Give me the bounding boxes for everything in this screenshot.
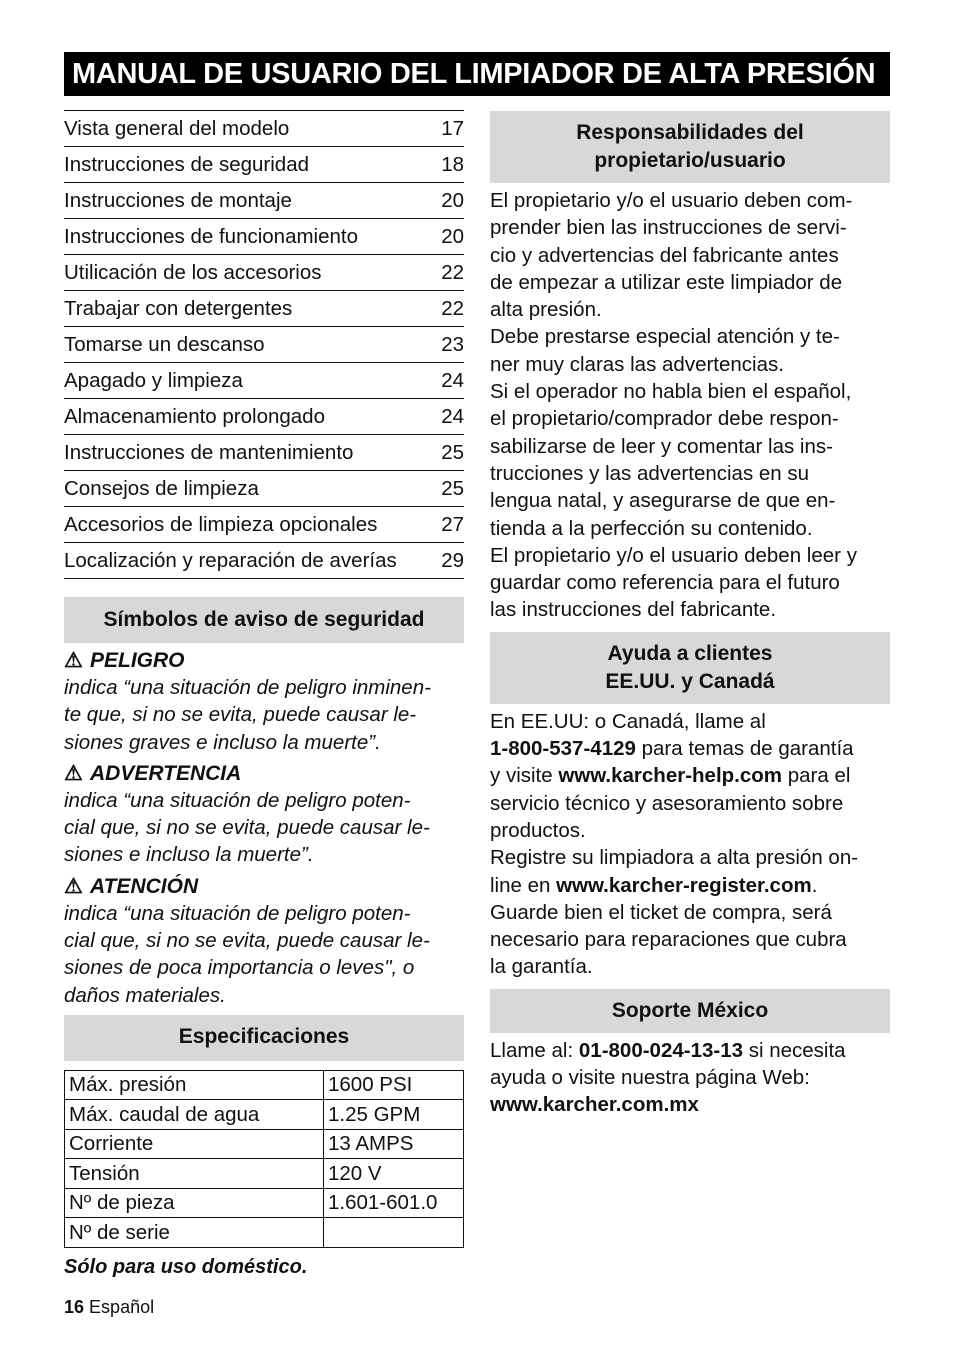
text-line: daños materiales. xyxy=(64,983,226,1007)
text-span: line en xyxy=(490,873,557,897)
text-line: alta presión. xyxy=(490,298,602,322)
text-line: Debe prestarse especial atención y te- xyxy=(490,325,840,349)
warning-triangle-icon: ⚠ xyxy=(64,761,83,785)
spec-value: 1.601-601.0 xyxy=(324,1188,464,1218)
toc-row[interactable] xyxy=(64,255,464,291)
peligro-text xyxy=(64,674,464,756)
text-line: productos. xyxy=(490,818,586,842)
text-line: el propietario/comprador debe respon- xyxy=(490,407,839,431)
spec-label: Nº de pieza xyxy=(65,1188,324,1218)
toc-row[interactable] xyxy=(64,327,464,363)
table-row xyxy=(65,1070,464,1100)
text-line xyxy=(490,872,890,899)
atencion-label: ATENCIÓN xyxy=(90,874,199,898)
text-line: necesario para reparaciones que cubra xyxy=(490,928,847,952)
text-line xyxy=(490,1091,890,1118)
text-span: para temas de garantía xyxy=(635,737,854,761)
table-row xyxy=(65,1100,464,1130)
spec-label: Nº de serie xyxy=(65,1218,324,1248)
text-line: de empezar a utilizar este limpiador de xyxy=(490,270,843,294)
customer-support-text xyxy=(490,708,890,981)
spec-value: 13 AMPS xyxy=(324,1129,464,1159)
heading-line: propietario/usuario xyxy=(594,149,786,172)
text-span: . xyxy=(811,873,818,897)
spec-label: Corriente xyxy=(65,1129,324,1159)
toc-label: Instrucciones de mantenimiento xyxy=(64,440,354,464)
toc-label: Trabajar con detergentes xyxy=(64,296,293,320)
text-line: Si el operador no habla bien el español, xyxy=(490,380,852,404)
toc-label: Instrucciones de montaje xyxy=(64,188,292,212)
text-line: siones graves e incluso la muerte”. xyxy=(64,730,381,754)
text-line: cial que, si no se evita, puede causar le- xyxy=(64,816,430,840)
warning-triangle-icon: ⚠ xyxy=(64,649,83,672)
toc-page: 20 xyxy=(441,224,464,248)
domestic-use-note: Sólo para uso doméstico. xyxy=(64,1255,308,1278)
text-line: ner muy claras las advertencias. xyxy=(490,352,784,376)
toc-page: 18 xyxy=(441,152,464,176)
peligro-label: PELIGRO xyxy=(90,649,185,672)
toc-page: 27 xyxy=(441,512,464,536)
text-line: prender bien las instrucciones de servi- xyxy=(490,216,847,240)
toc-row[interactable] xyxy=(64,435,464,471)
toc-label: Accesorios de limpieza opcionales xyxy=(64,512,378,536)
text-line: tienda a la perfección su contenido. xyxy=(490,516,813,540)
toc-label: Vista general del modelo xyxy=(64,116,290,140)
toc-label: Almacenamiento prolongado xyxy=(64,404,325,428)
atencion-text xyxy=(64,900,464,1009)
mexico-support-text xyxy=(490,1037,890,1119)
responsibilities-text xyxy=(490,187,890,624)
text-line: cio y advertencias del fabricante antes xyxy=(490,243,839,267)
mexico-phone-link[interactable]: 01-800-024-13-13 xyxy=(578,1038,744,1062)
toc-label: Utilicación de los accesorios xyxy=(64,260,322,284)
toc-page: 17 xyxy=(441,116,464,140)
toc-page: 22 xyxy=(441,260,464,284)
toc-row[interactable] xyxy=(64,543,464,579)
text-line: indica “una situación de peligro poten- xyxy=(64,788,411,812)
footer-language: Español xyxy=(89,1297,155,1317)
advertencia-title xyxy=(64,760,464,787)
responsibilities-heading xyxy=(490,111,890,183)
text-span: si necesita xyxy=(743,1038,846,1062)
toc-label: Localización y reparación de averías xyxy=(64,548,397,572)
text-line xyxy=(490,735,890,762)
specifications-heading: Especificaciones xyxy=(64,1015,464,1061)
toc-label: Instrucciones de seguridad xyxy=(64,152,310,176)
support-phone-link[interactable]: 1-800-537-4129 xyxy=(490,737,636,761)
table-of-contents xyxy=(64,110,464,579)
atencion-title xyxy=(64,873,464,900)
toc-page: 25 xyxy=(441,476,464,500)
text-line: El propietario y/o el usuario deben leer y xyxy=(490,543,857,567)
text-line: El propietario y/o el usuario deben com- xyxy=(490,189,853,212)
text-line: indica “una situación de peligro inminen- xyxy=(64,676,431,699)
text-line: las instrucciones del fabricante. xyxy=(490,598,777,622)
left-column xyxy=(64,110,464,1279)
heading-line: EE.UU. y Canadá xyxy=(605,669,775,693)
spec-value xyxy=(324,1218,464,1248)
text-line: Registre su limpiadora a alta presión on- xyxy=(490,846,859,870)
spec-label: Máx. presión xyxy=(65,1070,324,1100)
toc-page: 22 xyxy=(441,296,464,320)
customer-support-heading xyxy=(490,632,890,704)
toc-row[interactable] xyxy=(64,399,464,435)
table-row xyxy=(65,1129,464,1159)
table-row xyxy=(65,1218,464,1248)
toc-row[interactable] xyxy=(64,507,464,543)
advertencia-label: ADVERTENCIA xyxy=(90,761,242,785)
page-footer xyxy=(64,1297,154,1318)
toc-label: Consejos de limpieza xyxy=(64,476,259,500)
toc-page: 24 xyxy=(441,368,464,392)
toc-label: Tomarse un descanso xyxy=(64,332,265,356)
mexico-support-heading: Soporte México xyxy=(490,989,890,1033)
toc-row[interactable] xyxy=(64,363,464,399)
spec-label: Tensión xyxy=(65,1159,324,1189)
toc-row[interactable] xyxy=(64,147,464,183)
text-line: lengua natal, y asegurarse de que en- xyxy=(490,489,836,513)
toc-row[interactable] xyxy=(64,111,464,147)
heading-line: Ayuda a clientes xyxy=(607,641,773,665)
text-line: cial que, si no se evita, puede causar le- xyxy=(64,929,430,953)
toc-page: 24 xyxy=(441,404,464,428)
text-line: ayuda o visite nuestra página Web: xyxy=(490,1066,810,1090)
text-span: para el xyxy=(782,764,851,788)
register-url-link[interactable]: www.karcher-register.com xyxy=(556,873,812,897)
spec-value: 120 V xyxy=(324,1159,464,1189)
page-title: MANUAL DE USUARIO DEL LIMPIADOR DE ALTA PRESIÓN xyxy=(64,52,890,96)
text-line: Guarde bien el ticket de compra, será xyxy=(490,900,832,924)
heading-line: Responsabilidades del xyxy=(576,121,804,144)
specifications-table xyxy=(64,1070,464,1248)
right-column xyxy=(490,111,890,1119)
safety-symbols-heading: Símbolos de aviso de seguridad xyxy=(64,597,464,643)
peligro-title xyxy=(64,647,464,674)
toc-page: 23 xyxy=(441,332,464,356)
text-line: siones e incluso la muerte”. xyxy=(64,843,314,867)
mexico-url-link[interactable]: www.karcher.com.mx xyxy=(490,1093,699,1117)
toc-page: 20 xyxy=(441,188,464,212)
text-line: En EE.UU: o Canadá, llame al xyxy=(490,709,766,733)
text-line: la garantía. xyxy=(490,955,593,979)
toc-row[interactable] xyxy=(64,471,464,507)
spec-value: 1600 PSI xyxy=(324,1070,464,1100)
toc-row[interactable] xyxy=(64,183,464,219)
text-line: sabilizarse de leer y comentar las ins- xyxy=(490,434,833,458)
text-span: y visite xyxy=(490,764,559,788)
toc-label: Apagado y limpieza xyxy=(64,368,243,392)
table-row xyxy=(65,1188,464,1218)
text-line: servicio técnico y asesoramiento sobre xyxy=(490,791,844,815)
warning-triangle-icon: ⚠ xyxy=(64,874,83,898)
text-span: Llame al: xyxy=(490,1038,579,1062)
text-line: indica “una situación de peligro poten- xyxy=(64,901,411,925)
table-row xyxy=(65,1159,464,1189)
advertencia-text xyxy=(64,787,464,869)
toc-row[interactable] xyxy=(64,291,464,327)
text-line: siones de poca importancia o leves", o xyxy=(64,956,415,980)
spec-value: 1.25 GPM xyxy=(324,1100,464,1130)
toc-page: 29 xyxy=(441,548,464,572)
page-number: 16 xyxy=(64,1297,85,1317)
toc-label: Instrucciones de funcionamiento xyxy=(64,224,359,248)
toc-row[interactable] xyxy=(64,219,464,255)
help-url-link[interactable]: www.karcher-help.com xyxy=(558,764,783,788)
text-line: guardar como referencia para el futuro xyxy=(490,571,840,595)
text-line xyxy=(490,1037,890,1064)
spec-label: Máx. caudal de agua xyxy=(65,1100,324,1130)
text-line: trucciones y las advertencias en su xyxy=(490,461,810,485)
text-line: te que, si no se evita, puede causar le- xyxy=(64,703,417,727)
toc-page: 25 xyxy=(441,440,464,464)
text-line xyxy=(490,762,890,789)
